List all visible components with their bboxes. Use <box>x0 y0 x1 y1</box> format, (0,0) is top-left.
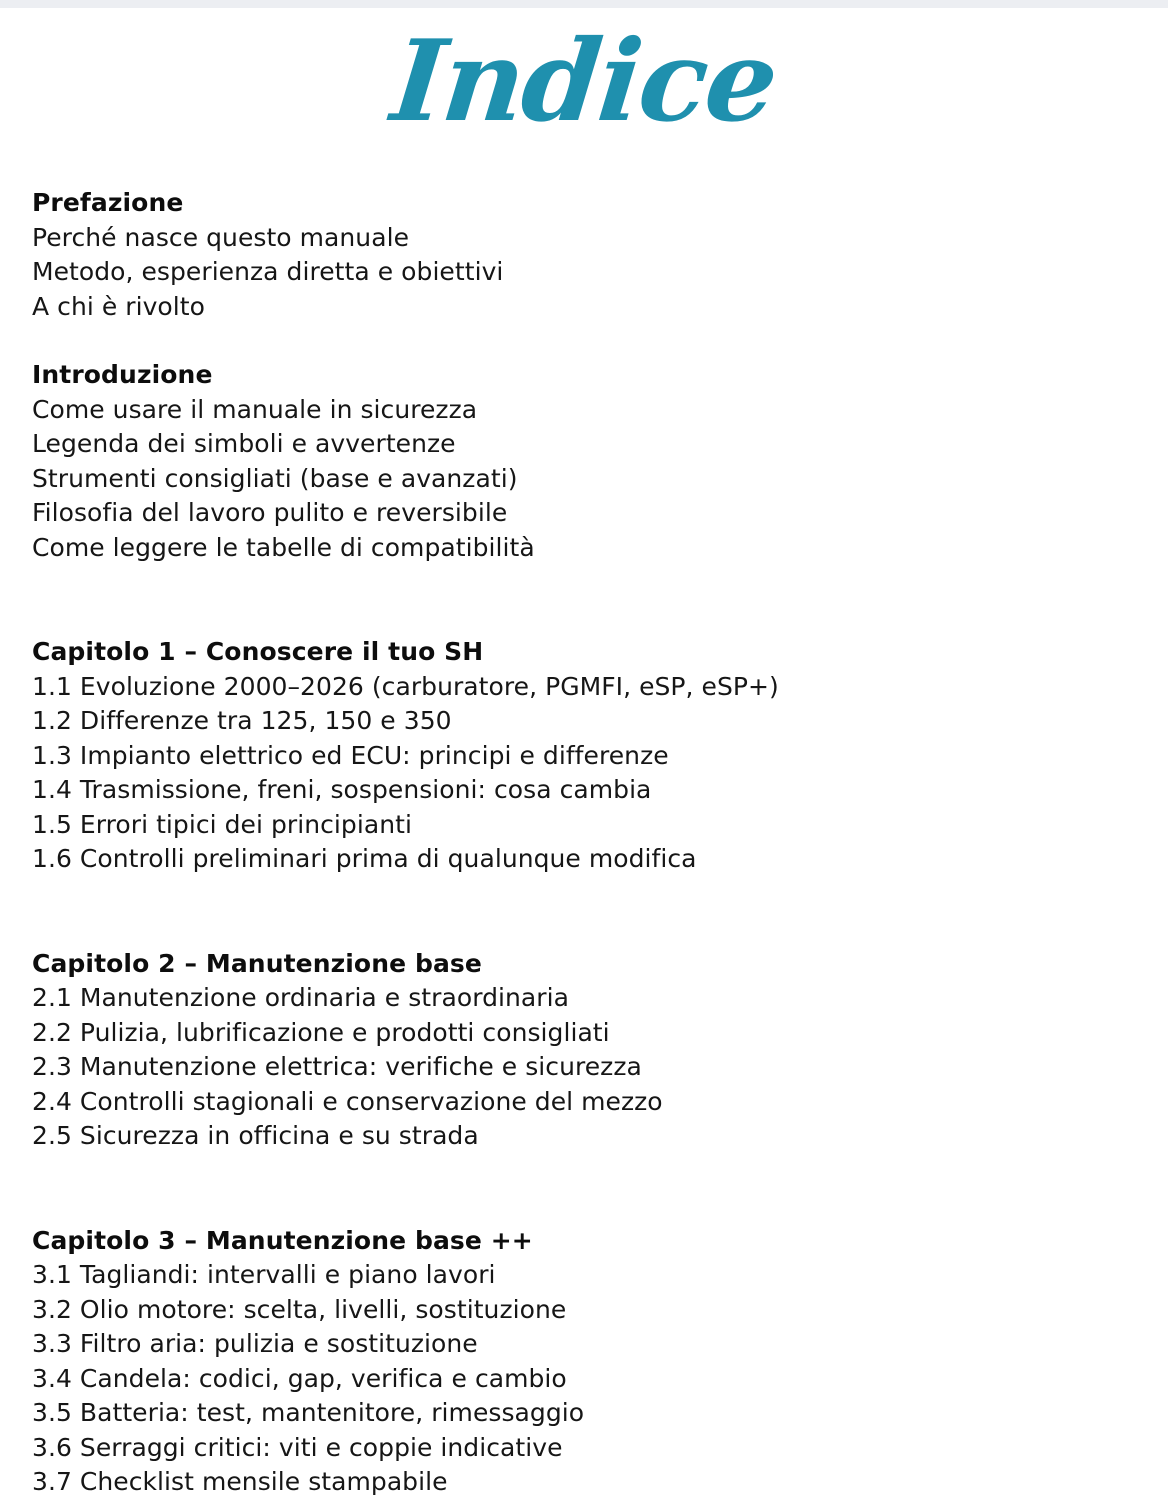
toc-entry[interactable]: 2.5 Sicurezza in officina e su strada <box>32 1121 479 1150</box>
toc-section-heading: Introduzione <box>32 360 213 389</box>
toc-section <box>32 947 1132 1154</box>
toc-entry[interactable]: 1.4 Trasmissione, freni, sospensioni: cosa cambia <box>32 775 652 804</box>
toc-entry[interactable]: 3.5 Batteria: test, mantenitore, rimessaggio <box>32 1398 585 1427</box>
toc-section-heading: Prefazione <box>32 188 184 217</box>
toc-entry[interactable]: Come leggere le tabelle di compatibilità <box>32 532 535 562</box>
toc-entry[interactable]: 3.4 Candela: codici, gap, verifica e cambio <box>32 1363 567 1393</box>
toc-section <box>32 1224 1132 1500</box>
toc-entry[interactable]: 3.7 Checklist mensile stampabile <box>32 1467 448 1496</box>
toc-entry[interactable]: 1.5 Errori tipici dei principianti <box>32 809 412 839</box>
toc-entry[interactable]: 1.3 Impianto elettrico ed ECU: principi e differenze <box>32 740 669 770</box>
toc-entry[interactable]: 2.4 Controlli stagionali e conservazione del mezzo <box>32 1086 663 1116</box>
toc-entry[interactable]: 3.1 Tagliandi: intervalli e piano lavori <box>32 1260 496 1289</box>
page-top-strip <box>0 0 1168 8</box>
toc-section-heading: Capitolo 1 – Conoscere il tuo SH <box>32 637 484 666</box>
page-title: Indice <box>386 16 783 147</box>
toc-entry[interactable]: 3.2 Olio motore: scelta, livelli, sostituzione <box>32 1294 567 1324</box>
toc-entry[interactable]: 2.2 Pulizia, lubrificazione e prodotti consigliati <box>32 1017 610 1047</box>
toc-entry[interactable]: 2.1 Manutenzione ordinaria e straordinaria <box>32 983 569 1012</box>
toc-entry[interactable]: 2.3 Manutenzione elettrica: verifiche e sicurezza <box>32 1052 642 1081</box>
toc-entry[interactable]: Strumenti consigliati (base e avanzati) <box>32 463 518 493</box>
toc-section <box>32 358 1132 565</box>
toc-entry[interactable]: Legenda dei simboli e avvertenze <box>32 429 456 458</box>
toc-entry[interactable]: 1.6 Controlli preliminari prima di qualunque modifica <box>32 844 697 873</box>
toc-section <box>32 635 1132 877</box>
toc-entry[interactable]: Perché nasce questo manuale <box>32 222 409 252</box>
toc-entry[interactable]: 3.6 Serraggi critici: viti e coppie indicative <box>32 1432 563 1462</box>
table-of-contents <box>32 186 1132 1500</box>
toc-section <box>32 186 1132 324</box>
toc-entry[interactable]: Metodo, esperienza diretta e obiettivi <box>32 257 504 286</box>
toc-entry[interactable]: Filosofia del lavoro pulito e reversibile <box>32 498 508 527</box>
toc-section-heading: Capitolo 2 – Manutenzione base <box>32 948 482 978</box>
toc-section-heading: Capitolo 3 – Manutenzione base ++ <box>32 1225 533 1255</box>
toc-entry[interactable]: Come usare il manuale in sicurezza <box>32 394 478 424</box>
toc-entry[interactable]: 3.3 Filtro aria: pulizia e sostituzione <box>32 1329 478 1358</box>
toc-entry[interactable]: 1.1 Evoluzione 2000–2026 (carburatore, PGMFI, eSP, eSP+) <box>32 671 779 701</box>
toc-entry[interactable]: A chi è rivolto <box>32 291 205 321</box>
toc-entry[interactable]: 1.2 Differenze tra 125, 150 e 350 <box>32 706 452 735</box>
